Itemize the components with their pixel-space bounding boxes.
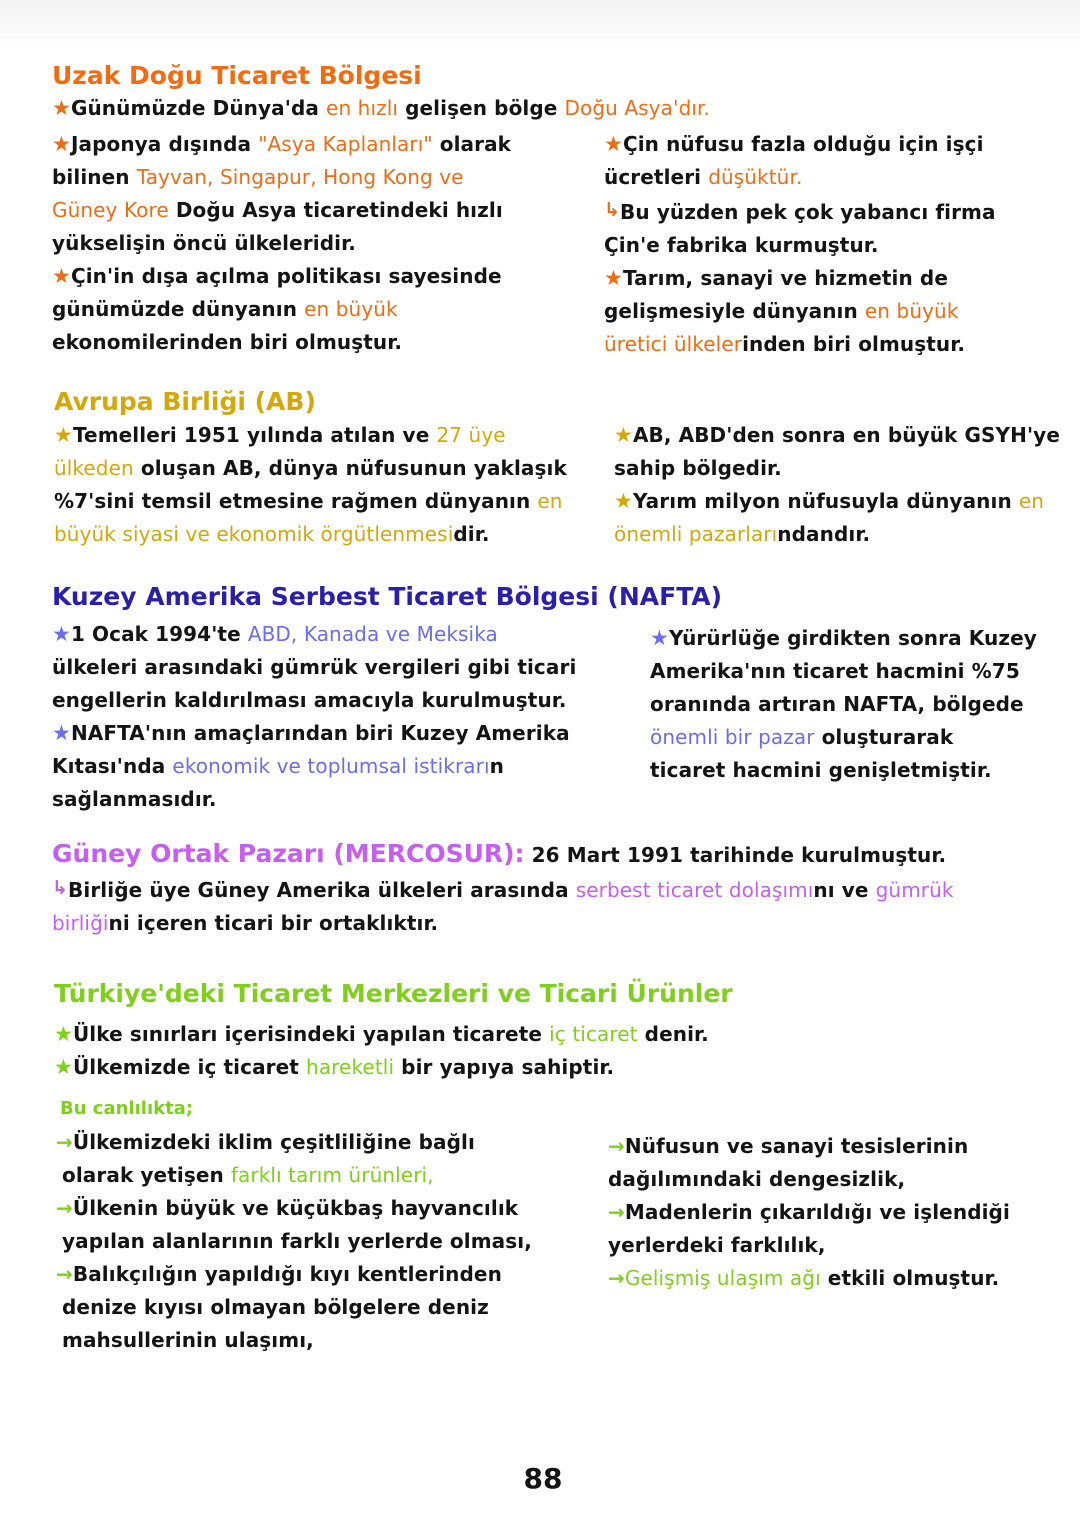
arrow-right-icon: → xyxy=(56,1130,73,1154)
page-top-shadow xyxy=(0,0,1080,48)
list-item: →Ülkenin büyük ve küçükbaş hayvancılık xyxy=(56,1196,519,1220)
turkiye-intro-paragraph: ★Ülke sınırları içerisindeki yapılan ticarete iç ticaret denir. ★Ülkemizde iç ticaret hareketli bir yapıya sahiptir. xyxy=(54,1022,709,1079)
star-icon: ★ xyxy=(52,264,71,288)
turkiye-subtitle: Bu canlılıkta; xyxy=(60,1098,194,1119)
star-icon: ★ xyxy=(52,132,71,156)
star-icon: ★ xyxy=(52,622,71,646)
ab-right-paragraph: ★AB, ABD'den sonra en büyük GSYH'ye sahip bölgedir. ★Yarım milyon nüfusuyla dünyanın en önemli pazarlarındandır. xyxy=(614,423,1060,546)
arrow-right-icon: → xyxy=(608,1266,625,1290)
nafta-title: Kuzey Amerika Serbest Ticaret Bölgesi (NAFTA) xyxy=(52,582,723,611)
return-arrow-icon: ↳ xyxy=(604,199,621,221)
mercosur-date: 26 Mart 1991 tarihinde kurulmuştur. xyxy=(524,843,947,867)
arrow-right-icon: → xyxy=(56,1196,73,1220)
list-item: →Nüfusun ve sanayi tesislerinin xyxy=(608,1134,969,1158)
uzak-dogu-title: Uzak Doğu Ticaret Bölgesi xyxy=(52,61,422,90)
star-icon: ★ xyxy=(54,1055,73,1079)
nafta-left-paragraph: ★1 Ocak 1994'te ABD, Kanada ve Meksika ülkeleri arasındaki gümrük vergileri gibi ticari engellerin kaldırılması amacıyla kurulmuştur. ★NAFTA'nın amaçlarından biri Kuzey Amerika Kıtası'nda ekonomik ve toplumsal istikrarın sağlanmasıdır. xyxy=(52,622,577,811)
mercosur-title: Güney Ortak Pazarı (MERCOSUR): xyxy=(52,839,525,868)
uzak-dogu-left-paragraph: ★Japonya dışında "Asya Kaplanları" olarak bilinen Tayvan, Singapur, Hong Kong ve Güney Kore Doğu Asya ticaretindeki hızlı yükselişin öncü ülkeleridir. ★Çin'in dışa açılma politikası sayesinde günümüzde dünyanın en büyük ekonomilerinden biri olmuştur. xyxy=(52,132,512,354)
turkiye-right-list: →Nüfusun ve sanayi tesislerinin dağılımındaki dengesizlik, →Madenlerin çıkarıldığı ve işlendiği yerlerdeki farklılık, →Gelişmiş ulaşım ağı etkili olmuştur. xyxy=(608,1130,1010,1295)
star-icon: ★ xyxy=(54,1022,73,1046)
star-icon: ★ xyxy=(52,721,71,745)
mercosur-paragraph: ↳Birliğe üye Güney Amerika ülkeleri arasında serbest ticaret dolaşımını ve gümrük birliğini içeren ticari bir ortaklıktır. xyxy=(52,877,954,935)
star-icon: ★ xyxy=(650,626,669,650)
star-icon: ★ xyxy=(604,132,623,156)
list-item: →Gelişmiş ulaşım ağı etkili olmuştur. xyxy=(608,1266,1000,1290)
star-icon: ★ xyxy=(54,423,73,447)
star-icon: ★ xyxy=(614,423,633,447)
arrow-right-icon: → xyxy=(608,1200,625,1224)
mercosur-header xyxy=(52,838,946,872)
arrow-right-icon: → xyxy=(56,1262,73,1286)
ab-title: Avrupa Birliği (AB) xyxy=(54,387,316,416)
ab-left-paragraph: ★Temelleri 1951 yılında atılan ve 27 üye ülkeden oluşan AB, dünya nüfusunun yaklaşık %7'sini temsil etmesine rağmen dünyanın en büyük siyasi ve ekonomik örgütlenmesidir. xyxy=(54,423,567,546)
uzak-dogu-right-paragraph: ★Çin nüfusu fazla olduğu için işçi ücretleri düşüktür. ↳Bu yüzden pek çok yabancı firma Çin'e fabrika kurmuştur. ★Tarım, sanayi ve hizmetin de gelişmesiyle dünyanın en büyük üretici ülkelerinden biri olmuştur. xyxy=(604,132,996,356)
star-icon: ★ xyxy=(604,266,623,290)
turkiye-left-list: →Ülkemizdeki iklim çeşitliliğine bağlı olarak yetişen farklı tarım ürünleri, →Ülkenin büyük ve küçükbaş hayvancılık yapılan alanlarının farklı yerlerde olması, →Balıkçılığın yapıldığı kıyı kentlerinden denize kıyısı olmayan bölgelere deniz mahsullerinin ulaşımı, xyxy=(56,1126,532,1357)
star-icon: ★ xyxy=(52,96,71,120)
star-icon: ★ xyxy=(614,489,633,513)
list-item: →Ülkemizdeki iklim çeşitliliğine bağlı xyxy=(56,1130,475,1154)
turkiye-title: Türkiye'deki Ticaret Merkezleri ve Ticari Ürünler xyxy=(54,979,733,1008)
page-number: 88 xyxy=(523,1462,563,1495)
nafta-right-paragraph: ★Yürürlüğe girdikten sonra Kuzey Amerika'nın ticaret hacmini %75 oranında artıran NAFTA, bölgede önemli bir pazar oluşturarak ticaret hacmini genişletmiştir. xyxy=(650,626,1037,782)
list-item: →Balıkçılığın yapıldığı kıyı kentlerinden xyxy=(56,1262,502,1286)
arrow-right-icon: → xyxy=(608,1134,625,1158)
uzak-dogu-intro: ★Günümüzde Dünya'da en hızlı gelişen bölge Doğu Asya'dır. xyxy=(52,96,710,120)
list-item: →Madenlerin çıkarıldığı ve işlendiği xyxy=(608,1200,1010,1224)
return-arrow-icon: ↳ xyxy=(52,877,69,899)
